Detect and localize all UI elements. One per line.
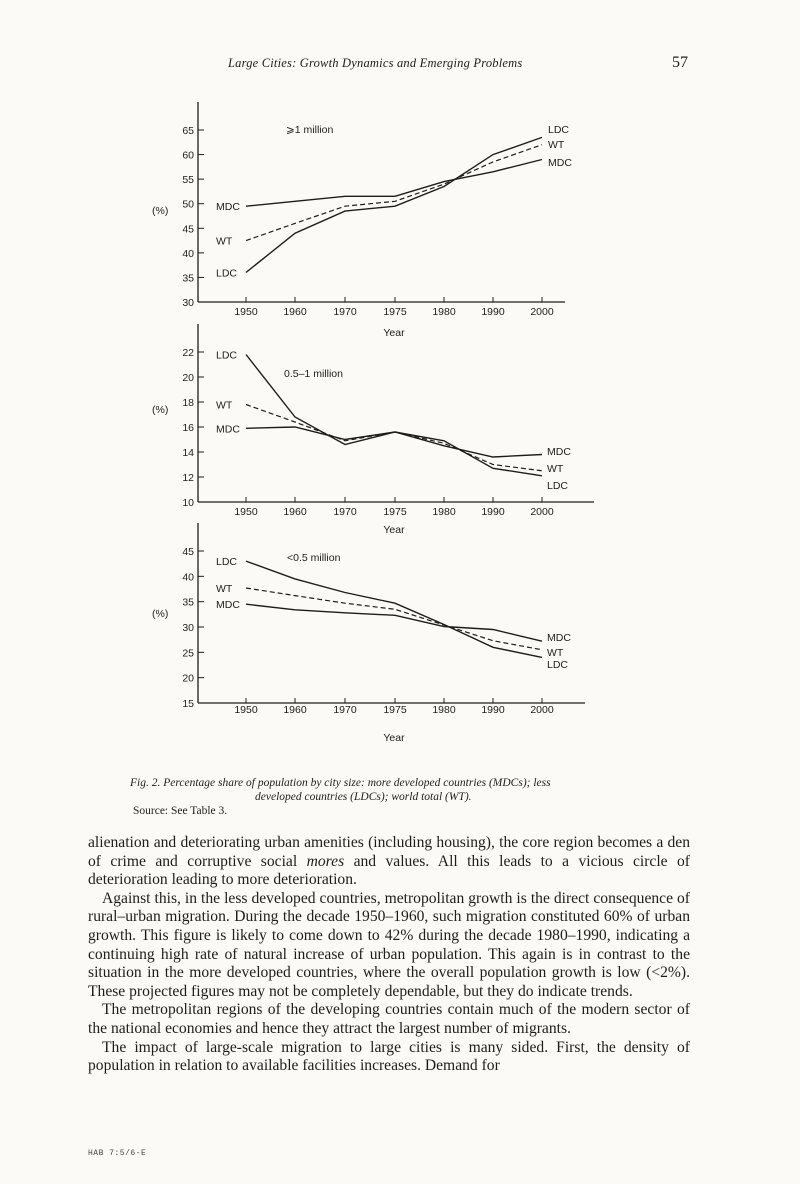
- series-line-wt: [246, 405, 542, 471]
- y-tick-label: 45: [182, 546, 194, 558]
- y-tick-label: 60: [182, 149, 194, 162]
- y-tick-label: 30: [182, 622, 194, 634]
- y-axis-title: (%): [152, 205, 169, 217]
- x-tick-label: 1975: [383, 506, 407, 518]
- y-tick-label: 55: [182, 174, 194, 187]
- series-label-right-wt: WT: [547, 647, 564, 659]
- x-axis-title: Year: [383, 327, 405, 339]
- series-label-right-ldc: LDC: [548, 124, 570, 136]
- series-label-right-ldc: LDC: [547, 480, 569, 492]
- y-tick-label: 22: [182, 347, 194, 359]
- figure-source: Source: See Table 3.: [133, 805, 228, 817]
- series-label-right-wt: WT: [548, 139, 565, 151]
- y-tick-label: 35: [182, 596, 194, 609]
- x-axis-title: Year: [383, 732, 405, 744]
- series-label-left-mdc: MDC: [216, 201, 240, 214]
- x-tick-label: 1990: [481, 506, 505, 518]
- x-tick-label: 1990: [481, 704, 505, 716]
- y-tick-label: 35: [182, 272, 194, 285]
- series-line-ldc: [246, 137, 542, 272]
- series-line-mdc: [246, 604, 542, 641]
- x-tick-label: 1975: [383, 306, 407, 318]
- series-line-wt: [246, 145, 542, 241]
- series-label-right-wt: WT: [547, 463, 564, 475]
- series-label-left-wt: WT: [216, 582, 233, 595]
- x-tick-label: 1970: [333, 704, 357, 716]
- series-label-left-wt: WT: [216, 235, 233, 248]
- x-tick-label: 1970: [333, 506, 357, 518]
- x-tick-label: 2000: [530, 704, 554, 716]
- series-line-wt: [246, 588, 542, 650]
- x-tick-label: 1960: [283, 306, 307, 318]
- chart-half-to-1-million: [0, 335, 800, 540]
- page-number: 57: [672, 54, 688, 71]
- x-tick-label: 2000: [530, 306, 554, 318]
- series-label-left-ldc: LDC: [216, 349, 238, 362]
- figure-caption: [130, 776, 690, 804]
- y-tick-label: 30: [182, 297, 194, 309]
- y-tick-label: 25: [182, 647, 194, 660]
- x-tick-label: 1950: [234, 506, 258, 518]
- series-label-left-mdc: MDC: [216, 599, 240, 612]
- x-tick-label: 1970: [333, 306, 357, 318]
- paragraph-2: Against this, in the less developed countries, metropolitan growth is the direct consequence of rural–urban migration. During the decade 1950–1960, such migration constituted 60% of urban growth. This figure is likely to come down to 42% during the decade 1980–1990, indicating a continuing high rate of natural increase of urban population. This again is in contrast to the situation in the more developed countries, where the overall population growth is low (<2%). These projected figures may not be completely dependable, but they do indicate trends.: [88, 889, 690, 1000]
- y-tick-label: 18: [182, 397, 194, 409]
- y-axis-title: (%): [152, 404, 169, 416]
- y-tick-label: 65: [182, 125, 194, 137]
- series-label-left-ldc: LDC: [216, 556, 238, 569]
- x-tick-label: 1950: [234, 704, 258, 716]
- x-tick-label: 1960: [283, 506, 307, 518]
- y-tick-label: 40: [182, 571, 194, 584]
- x-tick-label: 1975: [383, 704, 407, 716]
- y-tick-label: 10: [182, 497, 194, 509]
- series-label-right-ldc: LDC: [547, 659, 569, 671]
- y-tick-label: 45: [182, 223, 194, 236]
- size-class-annotation: <0.5 million: [287, 552, 341, 564]
- y-tick-label: 20: [182, 672, 194, 685]
- emphasis-mores: mores: [306, 852, 345, 870]
- footer-code: HAB 7:5/6-E: [88, 1149, 147, 1158]
- series-line-mdc: [246, 427, 542, 457]
- chart-under-half-million: [0, 530, 800, 755]
- series-label-left-ldc: LDC: [216, 267, 238, 280]
- y-tick-label: 15: [182, 698, 194, 710]
- x-tick-label: 1960: [283, 704, 307, 716]
- x-tick-label: 1980: [432, 506, 456, 518]
- chart-plot-group: [152, 324, 594, 536]
- x-tick-label: 1980: [432, 704, 456, 716]
- paragraph-3: The metropolitan regions of the developing countries contain much of the modern sector of the national economies and hence they attract the largest number of migrants.: [88, 1001, 690, 1037]
- x-tick-label: 1950: [234, 306, 258, 318]
- y-axis-title: (%): [152, 608, 169, 620]
- series-label-left-mdc: MDC: [216, 423, 240, 436]
- caption-line-1: Fig. 2. Percentage share of population by city size: more developed countries (MDCs); less: [130, 777, 551, 789]
- paragraph-4: The impact of large-scale migration to large cities is many sided. First, the density of population in relation to available facilities increases. Demand for: [88, 1038, 690, 1075]
- x-tick-label: 1990: [481, 306, 505, 318]
- size-class-annotation: ⩾1 million: [286, 124, 334, 136]
- y-tick-label: 20: [182, 372, 194, 384]
- x-axis-title: Year: [383, 524, 405, 536]
- chart-plot-group: [152, 102, 572, 339]
- body-text: [88, 834, 690, 1076]
- series-label-right-mdc: MDC: [547, 446, 571, 458]
- x-tick-label: 1980: [432, 306, 456, 318]
- series-label-right-mdc: MDC: [548, 157, 572, 169]
- series-label-right-mdc: MDC: [547, 632, 571, 644]
- paragraph-1: alienation and deteriorating urban amenities (including housing), the core region becomes a den of crime and corruptive social mores and values. All this leads to a vicious circle of deterioration leading to more deterioration.: [88, 834, 690, 889]
- caption-line-2: developed countries (LDCs); world total (WT).: [255, 791, 472, 803]
- series-line-mdc: [246, 160, 542, 207]
- chart-over-1-million: [0, 100, 800, 340]
- size-class-annotation: 0.5–1 million: [284, 368, 343, 380]
- chart-plot-group: [152, 523, 585, 744]
- series-label-left-wt: WT: [216, 399, 233, 412]
- y-tick-label: 40: [182, 247, 194, 260]
- y-tick-label: 50: [182, 198, 194, 211]
- y-tick-label: 16: [182, 422, 194, 434]
- x-tick-label: 2000: [530, 506, 554, 518]
- y-tick-label: 12: [182, 472, 194, 484]
- running-title: Large Cities: Growth Dynamics and Emerging Problems: [228, 56, 523, 70]
- y-tick-label: 14: [182, 447, 194, 459]
